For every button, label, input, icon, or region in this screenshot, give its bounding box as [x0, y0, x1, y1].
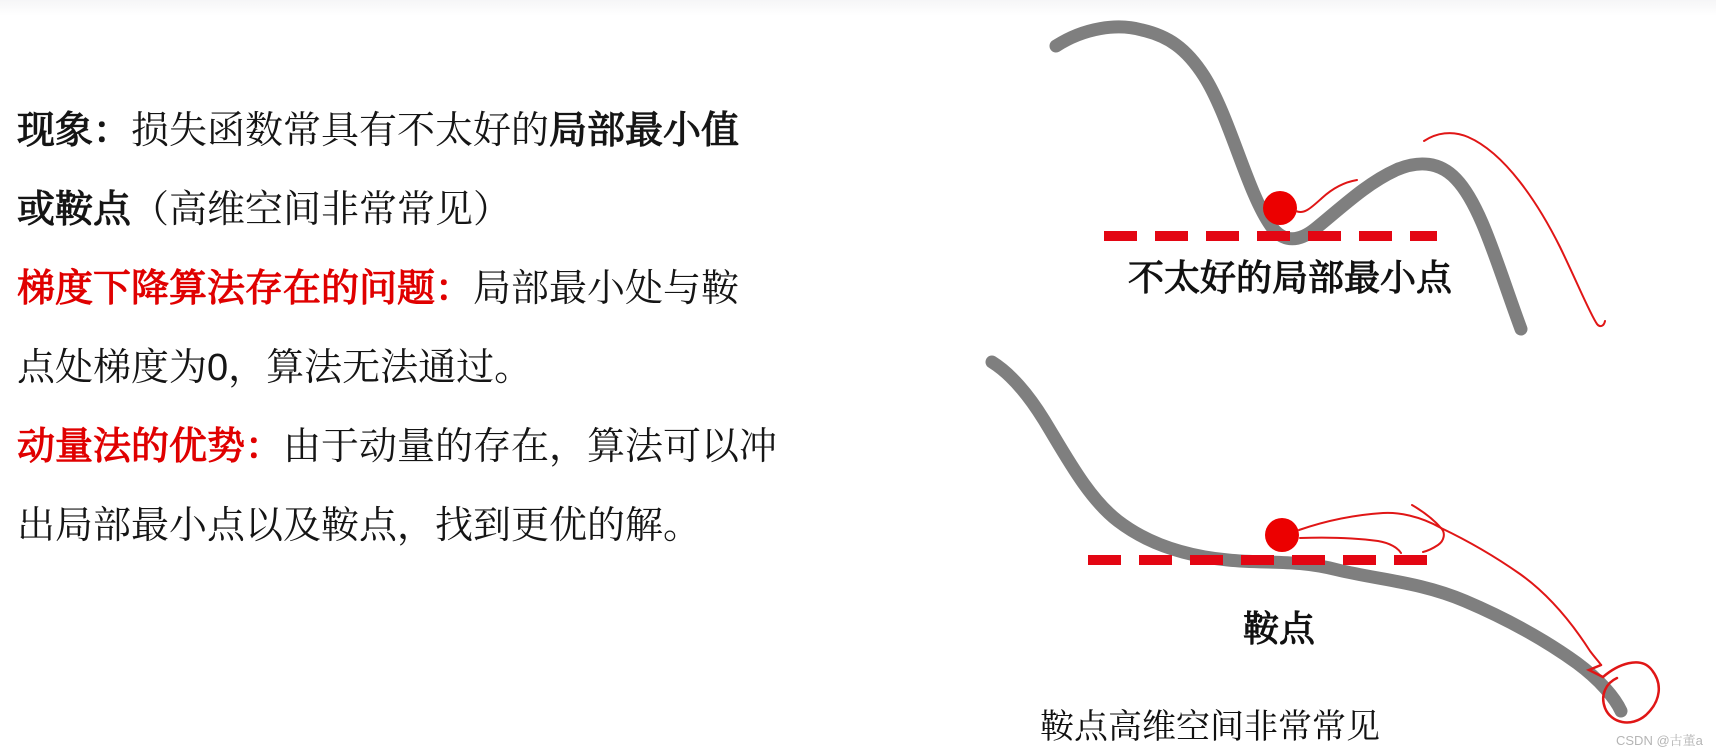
watermark: CSDN @古董a	[1616, 733, 1703, 748]
momentum-scribble-lower	[1300, 538, 1401, 553]
text-segment: 由于动量的存在，算法可以冲	[283, 426, 778, 468]
text-segment: 梯度下降算法存在的问题：	[17, 268, 474, 310]
text-segment: 或鞍点	[17, 189, 132, 231]
label-local-min: 不太好的局部最小点	[1128, 257, 1453, 298]
red-ball-icon	[1265, 518, 1299, 552]
text-segment: 点处梯度为0，算法无法通过。	[17, 347, 533, 389]
loss-curve-bottom	[992, 362, 1621, 711]
text-segment: 现象：	[17, 110, 132, 152]
momentum-scribble-cross	[1412, 505, 1444, 552]
red-ball-icon	[1263, 191, 1297, 225]
momentum-scribble-upper	[1299, 513, 1441, 530]
text-segment: 出局部最小点以及鞍点，找到更优的解。	[17, 505, 702, 547]
caption-saddle-common: 鞍点高维空间非常常见	[1040, 708, 1380, 746]
text-segment: （高维空间非常常见）	[131, 189, 512, 231]
label-saddle: 鞍点	[1243, 608, 1316, 649]
text-segment: 损失函数常具有不太好的	[131, 110, 550, 152]
text-segment: 局部最小处与鞍	[473, 268, 740, 310]
text-segment: 局部最小值	[549, 110, 740, 152]
text-segment: 动量法的优势：	[17, 426, 284, 468]
